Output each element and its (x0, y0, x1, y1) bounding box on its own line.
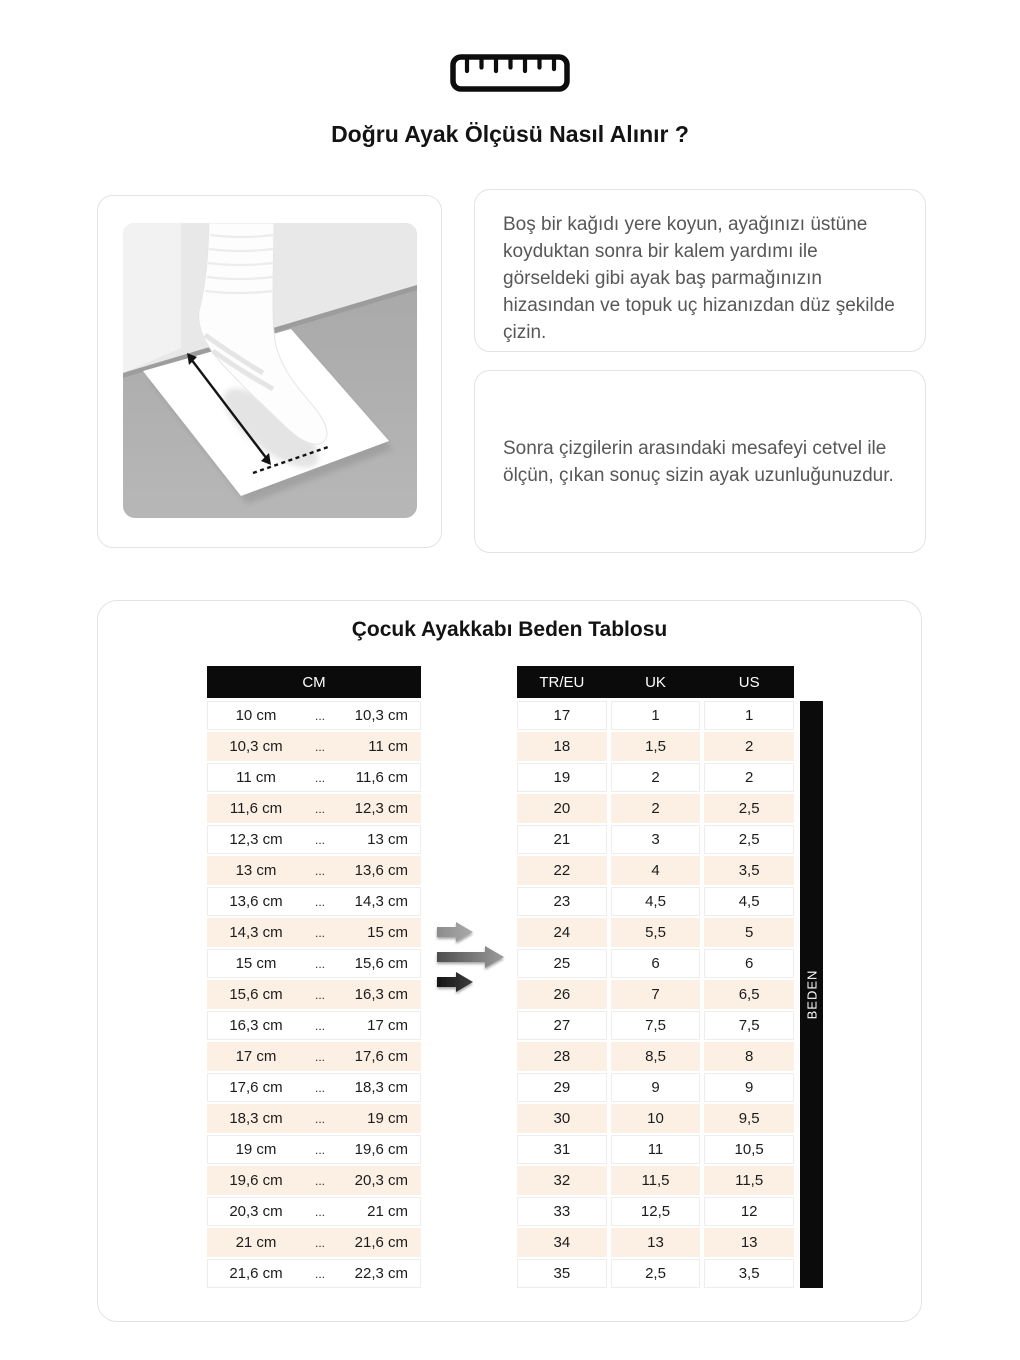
instruction-text-2: Sonra çizgilerin arasındaki mesafeyi cetvel ile ölçün, çıkan sonuç sizin ayak uzunluğunuzdur. (503, 437, 894, 486)
range-separator: ... (314, 925, 325, 940)
cm-from-value: 19 cm (235, 1141, 277, 1158)
cm-to-value: 15,6 cm (354, 955, 408, 972)
us-value: 9,5 (704, 1104, 794, 1133)
tr-eu-value: 17 (517, 701, 607, 730)
cm-to-value: 11,6 cm (355, 769, 408, 786)
uk-value: 2 (611, 763, 701, 792)
beden-label: BEDEN (804, 969, 820, 1020)
size-conversion-table (517, 666, 794, 1290)
us-value: 6,5 (704, 980, 794, 1009)
tr-eu-value: 29 (517, 1073, 607, 1102)
instruction-box-1 (474, 189, 926, 352)
cm-range-row (207, 701, 421, 730)
size-row (517, 1259, 794, 1288)
cm-to-value: 14,3 cm (354, 893, 408, 910)
tr-eu-value: 24 (517, 918, 607, 947)
cm-from-value: 16,3 cm (229, 1017, 283, 1034)
range-separator: ... (314, 1173, 325, 1188)
cm-to-value: 15 cm (367, 924, 408, 941)
uk-value: 1 (611, 701, 701, 730)
cm-range-row (207, 1135, 421, 1164)
us-value: 2 (704, 763, 794, 792)
beden-side-bar (800, 701, 823, 1288)
tr-eu-value: 33 (517, 1197, 607, 1226)
ruler-icon (450, 54, 570, 92)
cm-from-value: 12,3 cm (229, 831, 283, 848)
tr-eu-value: 35 (517, 1259, 607, 1288)
cm-range-row (207, 794, 421, 823)
range-separator: ... (314, 708, 325, 723)
uk-value: 1,5 (611, 732, 701, 761)
cm-from-value: 21 cm (235, 1234, 277, 1251)
tr-eu-value: 34 (517, 1228, 607, 1257)
us-value: 6 (704, 949, 794, 978)
cm-from-value: 11 cm (236, 769, 276, 786)
cm-range-row (207, 1197, 421, 1226)
cm-header-label: CM (302, 673, 326, 691)
tr-eu-value: 30 (517, 1104, 607, 1133)
cm-range-row (207, 949, 421, 978)
cm-range-row (207, 1166, 421, 1195)
cm-to-value: 21 cm (367, 1203, 408, 1220)
cm-to-value: 10,3 cm (354, 707, 408, 724)
cm-to-value: 21,6 cm (354, 1234, 408, 1251)
cm-from-value: 18,3 cm (229, 1110, 283, 1127)
size-row (517, 1228, 794, 1257)
cm-to-value: 16,3 cm (354, 986, 408, 1003)
cm-range-row (207, 1011, 421, 1040)
cm-from-value: 19,6 cm (229, 1172, 283, 1189)
size-row (517, 1166, 794, 1195)
size-row (517, 794, 794, 823)
cm-table-body (207, 701, 421, 1288)
cm-to-value: 12,3 cm (354, 800, 408, 817)
uk-value: 11,5 (611, 1166, 701, 1195)
arrow-middle-icon (437, 946, 504, 968)
tr-eu-value: 32 (517, 1166, 607, 1195)
size-row (517, 856, 794, 885)
measurement-photo-card (97, 195, 442, 548)
uk-value: 4,5 (611, 887, 701, 916)
range-separator: ... (314, 863, 325, 878)
cm-from-value: 15,6 cm (229, 986, 283, 1003)
instruction-text-1: Boş bir kağıdı yere koyun, ayağınızı üstüne koyduktan sonra bir kalem yardımı ile görseldeki gibi ayak baş parmağınızın hizasından ve topuk uç hizanızdan düz şekilde çizin. (503, 214, 895, 343)
us-value: 11,5 (704, 1166, 794, 1195)
cm-from-value: 17,6 cm (229, 1079, 283, 1096)
tr-eu-value: 27 (517, 1011, 607, 1040)
range-separator: ... (314, 832, 325, 847)
range-separator: ... (314, 894, 325, 909)
range-separator: ... (314, 1266, 325, 1281)
size-row (517, 1197, 794, 1226)
size-table-body (517, 701, 794, 1288)
us-value: 2 (704, 732, 794, 761)
cm-to-value: 13,6 cm (354, 862, 408, 879)
us-value: 2,5 (704, 825, 794, 854)
instruction-box-2 (474, 370, 926, 553)
tr-eu-value: 22 (517, 856, 607, 885)
us-value: 1 (704, 701, 794, 730)
cm-range-table (207, 666, 421, 1290)
size-row (517, 980, 794, 1009)
range-separator: ... (314, 1049, 325, 1064)
uk-value: 10 (611, 1104, 701, 1133)
us-value: 7,5 (704, 1011, 794, 1040)
cm-range-row (207, 825, 421, 854)
uk-value: 5,5 (611, 918, 701, 947)
uk-value: 7,5 (611, 1011, 701, 1040)
cm-to-value: 17 cm (367, 1017, 408, 1034)
cm-to-value: 11 cm (368, 738, 408, 755)
cm-range-row (207, 1228, 421, 1257)
tr-eu-value: 25 (517, 949, 607, 978)
cm-range-row (207, 1259, 421, 1288)
uk-value: 3 (611, 825, 701, 854)
cm-to-value: 19 cm (367, 1110, 408, 1127)
cm-to-value: 19,6 cm (354, 1141, 408, 1158)
uk-value: 4 (611, 856, 701, 885)
size-row (517, 732, 794, 761)
us-value: 12 (704, 1197, 794, 1226)
size-row (517, 1073, 794, 1102)
cm-range-row (207, 918, 421, 947)
cm-to-value: 17,6 cm (354, 1048, 408, 1065)
uk-value: 2,5 (611, 1259, 701, 1288)
cm-from-value: 11,6 cm (229, 800, 283, 817)
us-value: 2,5 (704, 794, 794, 823)
cm-from-value: 13,6 cm (229, 893, 283, 910)
cm-from-value: 13 cm (235, 862, 277, 879)
uk-value: 8,5 (611, 1042, 701, 1071)
range-separator: ... (314, 739, 325, 754)
tr-eu-value: 21 (517, 825, 607, 854)
col-header-us: US (738, 673, 760, 691)
tr-eu-value: 26 (517, 980, 607, 1009)
foot-measurement-illustration (123, 223, 417, 518)
tr-eu-value: 31 (517, 1135, 607, 1164)
cm-range-row (207, 856, 421, 885)
cm-range-row (207, 1073, 421, 1102)
col-header-uk: UK (645, 673, 666, 691)
tr-eu-value: 23 (517, 887, 607, 916)
uk-value: 13 (611, 1228, 701, 1257)
us-value: 10,5 (704, 1135, 794, 1164)
arrow-bottom-icon (437, 972, 473, 992)
arrow-top-icon (437, 922, 473, 942)
tr-eu-value: 18 (517, 732, 607, 761)
col-header-tr-eu: TR/EU (539, 673, 585, 691)
range-separator: ... (314, 801, 325, 816)
uk-value: 11 (611, 1135, 701, 1164)
size-chart-title: Çocuk Ayakkabı Beden Tablosu (351, 618, 668, 641)
cm-to-value: 20,3 cm (354, 1172, 408, 1189)
tr-eu-value: 19 (517, 763, 607, 792)
range-separator: ... (314, 1204, 325, 1219)
conversion-arrows-icon (434, 919, 510, 995)
uk-value: 2 (611, 794, 701, 823)
size-row (517, 1135, 794, 1164)
us-value: 3,5 (704, 856, 794, 885)
us-value: 8 (704, 1042, 794, 1071)
cm-table-header (207, 666, 421, 698)
us-value: 3,5 (704, 1259, 794, 1288)
cm-from-value: 10 cm (235, 707, 277, 724)
cm-to-value: 18,3 cm (354, 1079, 408, 1096)
cm-from-value: 10,3 cm (229, 738, 283, 755)
us-value: 5 (704, 918, 794, 947)
size-row (517, 701, 794, 730)
uk-value: 9 (611, 1073, 701, 1102)
cm-from-value: 15 cm (235, 955, 277, 972)
uk-value: 7 (611, 980, 701, 1009)
cm-range-row (207, 887, 421, 916)
size-table-header (517, 666, 794, 698)
cm-from-value: 20,3 cm (229, 1203, 283, 1220)
range-separator: ... (314, 987, 325, 1002)
wall-corner-panel (123, 223, 181, 373)
size-row (517, 1104, 794, 1133)
tr-eu-value: 20 (517, 794, 607, 823)
range-separator: ... (314, 1235, 325, 1250)
range-separator: ... (314, 956, 325, 971)
cm-from-value: 21,6 cm (229, 1265, 283, 1282)
size-row (517, 825, 794, 854)
uk-value: 12,5 (611, 1197, 701, 1226)
range-separator: ... (314, 1080, 325, 1095)
cm-range-row (207, 732, 421, 761)
tr-eu-value: 28 (517, 1042, 607, 1071)
range-separator: ... (314, 1111, 325, 1126)
size-row (517, 1011, 794, 1040)
cm-range-row (207, 763, 421, 792)
size-chart-card (97, 600, 922, 1322)
cm-to-value: 22,3 cm (354, 1265, 408, 1282)
size-row (517, 918, 794, 947)
us-value: 13 (704, 1228, 794, 1257)
us-value: 4,5 (704, 887, 794, 916)
size-row (517, 949, 794, 978)
cm-to-value: 13 cm (367, 831, 408, 848)
cm-range-row (207, 1042, 421, 1071)
size-row (517, 763, 794, 792)
page-title: Doğru Ayak Ölçüsü Nasıl Alınır ? (331, 121, 689, 147)
range-separator: ... (314, 1018, 325, 1033)
cm-range-row (207, 1104, 421, 1133)
range-separator: ... (314, 770, 325, 785)
cm-from-value: 17 cm (235, 1048, 277, 1065)
size-row (517, 887, 794, 916)
range-separator: ... (314, 1142, 325, 1157)
cm-from-value: 14,3 cm (229, 924, 283, 941)
us-value: 9 (704, 1073, 794, 1102)
size-row (517, 1042, 794, 1071)
cm-range-row (207, 980, 421, 1009)
uk-value: 6 (611, 949, 701, 978)
